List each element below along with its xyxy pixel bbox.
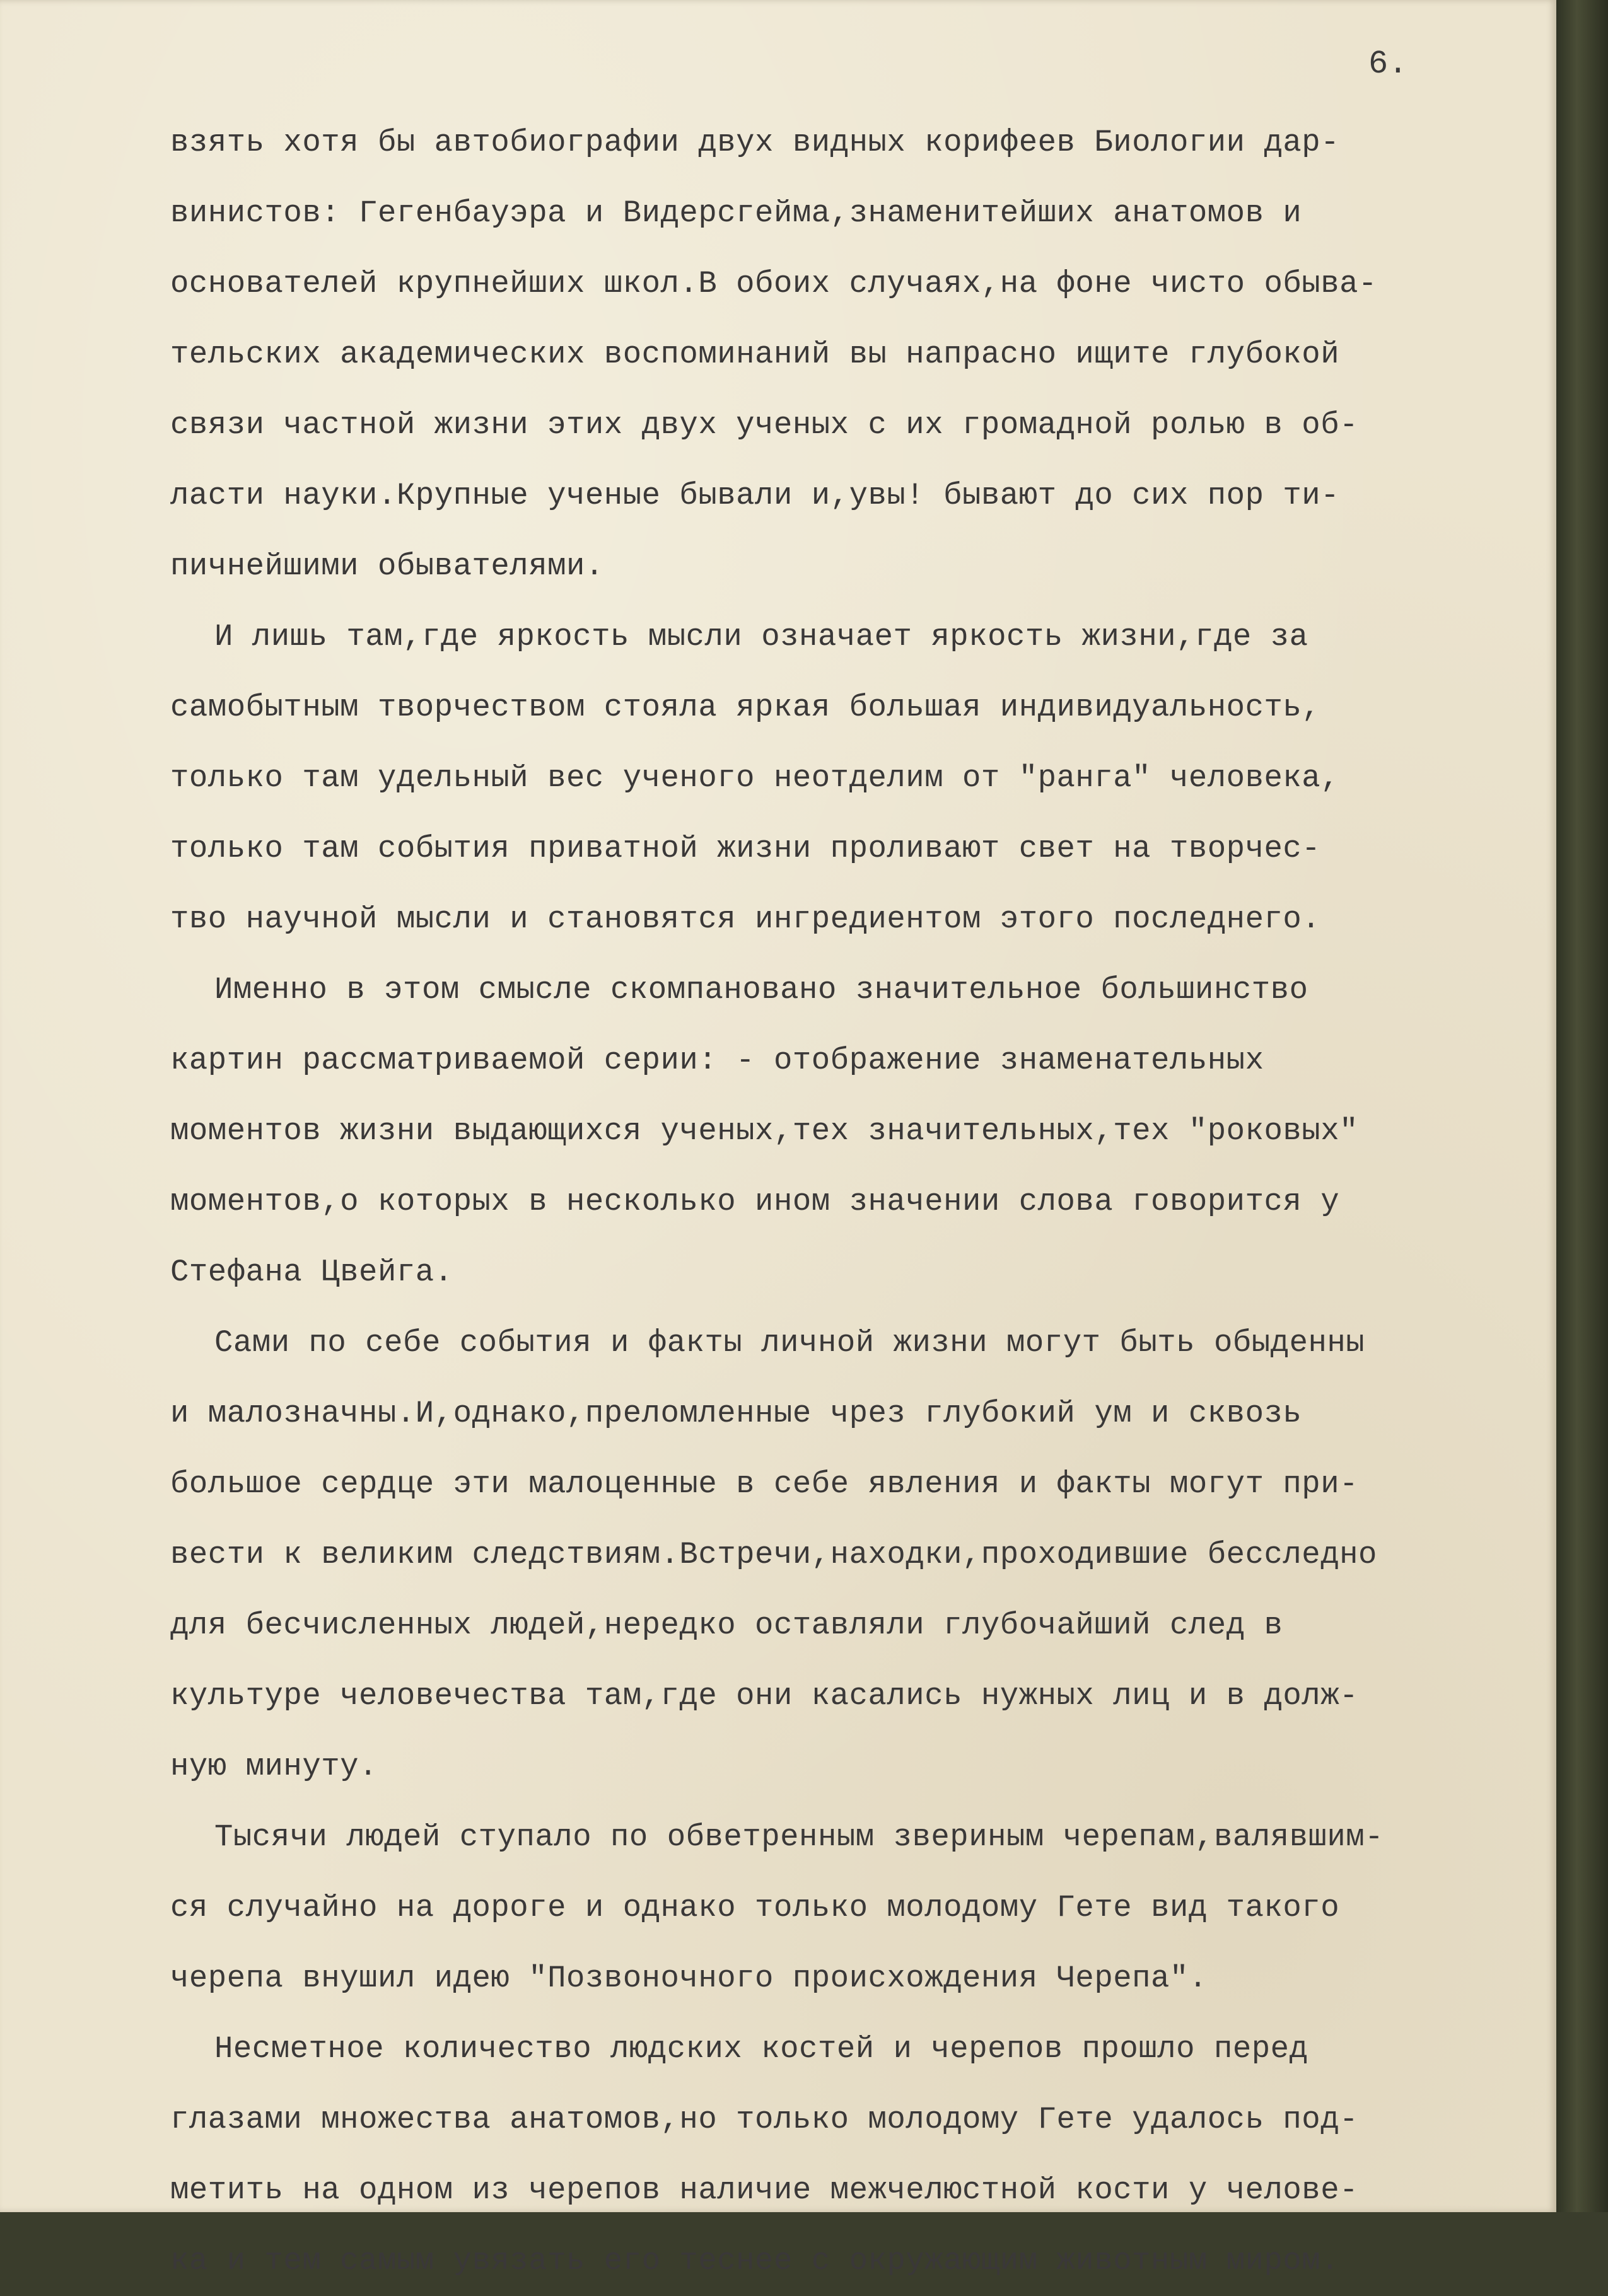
page-edge-background (1556, 0, 1608, 2212)
paragraph-3 (170, 954, 1545, 1307)
text-line: большое сердце эти малоценные в себе явления и факты могут при- (170, 1466, 1359, 1502)
text-line: связи частной жизни этих двух ученых с их громадной ролью в об- (170, 407, 1359, 443)
text-line: метить на одном из черепов наличие межчелюстной кости у челове- (170, 2172, 1359, 2208)
text-line: взять хотя бы автобиографии двух видных корифеев Биологии дар- (170, 125, 1340, 160)
text-line: только там события приватной жизни проливают свет на творчес- (170, 831, 1321, 866)
paragraph-6 (170, 2014, 1545, 2296)
text-line: пичнейшими обывателями. (170, 548, 604, 584)
text-line: глазами множества анатомов,но только молодому Гете удалось под- (170, 2102, 1359, 2137)
text-line: Тысячи людей ступало по обветренным звериным черепам,валявшим- (214, 1819, 1384, 1855)
text-line: винистов: Гегенбауэра и Видерсгейма,знаменитейших анатомов и (170, 195, 1302, 231)
paragraph-5 (170, 1802, 1545, 2014)
text-line: моментов жизни выдающихся ученых,тех значительных,тех "роковых" (170, 1113, 1359, 1149)
text-line: тво научной мысли и становятся ингредиентом этого последнего. (170, 902, 1321, 937)
text-line: Именно в этом смысле скомпановано значительное большинство (214, 972, 1308, 1007)
text-line: Стефана Цвейга. (170, 1255, 453, 1290)
text-line: ласти науки.Крупные ученые бывали и,увы! бывают до сих пор ти- (170, 478, 1340, 513)
text-line: черепа внушил идею "Позвоночного происхождения Черепа". (170, 1961, 1208, 1996)
text-line: тельских академических воспоминаний вы напрасно ищите глубокой (170, 337, 1340, 372)
text-line: Несметное количество людских костей и черепов прошло перед (214, 2031, 1308, 2067)
text-line: И лишь там,где яркость мысли означает яркость жизни,где за (214, 619, 1308, 654)
text-line: моментов,о которых в несколько ином значении слова говорится у (170, 1184, 1340, 1219)
text-line: ся случайно на дороге и однако только молодому Гете вид такого (170, 1890, 1340, 1925)
body-text (170, 107, 1545, 2296)
text-line: картин рассматриваемой серии: - отображение знаменательных (170, 1043, 1264, 1078)
text-line: самобытным творчеством стояла яркая большая индивидуальность, (170, 690, 1321, 725)
text-line: вести к великим следствиям.Встречи,находки,проходившие бесследно (170, 1537, 1377, 1572)
paragraph-1 (170, 107, 1545, 601)
paragraph-4 (170, 1307, 1545, 1802)
text-line: основателей крупнейших школ.В обоих случаях,на фоне чисто обыва- (170, 266, 1377, 301)
paragraph-2 (170, 601, 1545, 954)
text-line: и малозначны.И,однако,преломленные чрез глубокий ум и сквозь (170, 1396, 1302, 1431)
text-line: культуре человечества там,где они касались нужных лиц и в долж- (170, 1678, 1359, 1713)
page-number: 6. (1368, 45, 1408, 83)
text-line: Сами по себе события и факты личной жизни могут быть обыденны (214, 1325, 1365, 1360)
text-line: для бесчисленных людей,нередко оставляли глубочайший след в (170, 1608, 1283, 1643)
text-line: только там удельный вес ученого неотделим от "ранга" человека, (170, 760, 1340, 796)
text-line: ка и тем самым увязать его теснее с окружающим животным миром. (170, 2243, 1340, 2278)
text-line: ную минуту. (170, 1749, 378, 1784)
